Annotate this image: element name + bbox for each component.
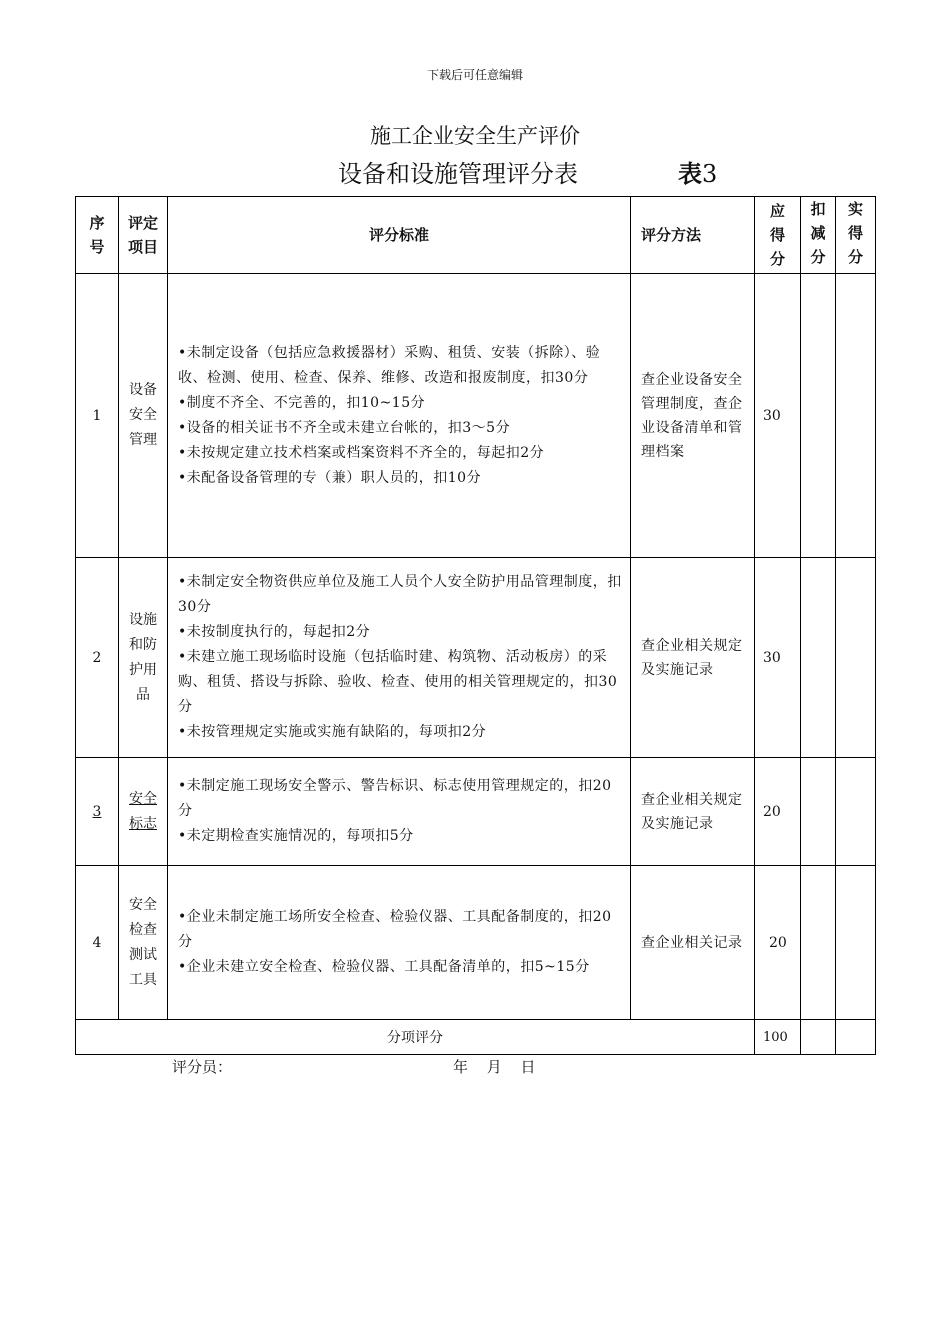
row-criteria xyxy=(168,558,631,758)
criteria-line: •未按规定建立技术档案或档案资料不齐全的，每起扣2分 xyxy=(178,444,545,461)
row-method: 查企业相关规定及实施记录 xyxy=(631,558,755,758)
row-criteria xyxy=(168,758,631,866)
row-deduct-cell[interactable] xyxy=(801,866,836,1020)
criteria-line: •企业未建立安全检查、检验仪器、工具配备清单的，扣5~15分 xyxy=(178,959,590,975)
criteria-line: •未建立施工现场临时设施（包括临时建、构筑物、活动板房）的采购、租赁、搭设与拆除、验收、检查、使用的相关管理规定的，扣30分 xyxy=(178,649,618,715)
criteria-line: •制度不齐全、不完善的，扣10~15分 xyxy=(178,394,426,411)
row-full-score: 20 xyxy=(755,758,801,866)
row-full-score: 20 xyxy=(755,866,801,1020)
table-row xyxy=(76,558,876,758)
row-actual-cell[interactable] xyxy=(836,558,876,758)
row-deduct-cell[interactable] xyxy=(801,558,836,758)
row-method: 查企业相关记录 xyxy=(631,866,755,1020)
table-row xyxy=(76,866,876,1020)
row-full-score: 30 xyxy=(755,558,801,758)
row-actual-cell[interactable] xyxy=(836,866,876,1020)
subtotal-deduct-cell[interactable] xyxy=(801,1020,836,1055)
row-method: 查企业相关规定及实施记录 xyxy=(631,758,755,866)
criteria-line: •未配备设备管理的专（兼）职人员的，扣10分 xyxy=(178,469,482,486)
row-method: 查企业设备安全管理制度，查企业设备清单和管理档案 xyxy=(631,274,755,558)
row-criteria xyxy=(168,274,631,558)
signature-footer xyxy=(172,1056,536,1077)
col-header-criteria: 评分标准 xyxy=(168,197,631,274)
criteria-line: •未制定施工现场安全警示、警告标识、标志使用管理规定的，扣20分 xyxy=(178,778,612,819)
table-row xyxy=(76,274,876,558)
row-actual-cell[interactable] xyxy=(836,274,876,558)
row-deduct-cell[interactable] xyxy=(801,758,836,866)
table-row xyxy=(76,758,876,866)
row-item: 设施和防护用品 xyxy=(119,558,168,758)
row-number: 1 xyxy=(76,274,119,558)
row-deduct-cell[interactable] xyxy=(801,274,836,558)
rater-label: 评分员： xyxy=(172,1058,233,1076)
row-full-score: 30 xyxy=(755,274,801,558)
col-header-no: 序号 xyxy=(76,197,119,274)
criteria-line: •未制定安全物资供应单位及施工人员个人安全防护用品管理制度，扣30分 xyxy=(178,574,622,615)
row-item: 安全检查测试工具 xyxy=(119,866,168,1020)
col-header-item: 评定项目 xyxy=(119,197,168,274)
subtotal-actual-cell[interactable] xyxy=(836,1020,876,1055)
col-header-full-score: 应得分 xyxy=(755,197,801,274)
criteria-line: •企业未制定施工场所安全检查、检验仪器、工具配备制度的，扣20分 xyxy=(178,909,612,950)
subtotal-label: 分项评分 xyxy=(76,1020,755,1055)
table-header-row xyxy=(76,197,876,274)
row-number: 4 xyxy=(76,866,119,1020)
row-criteria xyxy=(168,866,631,1020)
col-header-deduct: 扣减分 xyxy=(801,197,836,274)
subtotal-full-score: 100 xyxy=(755,1020,801,1055)
document-title: 施工企业安全生产评价 xyxy=(370,124,580,148)
row-actual-cell[interactable] xyxy=(836,758,876,866)
criteria-line: •未定期检查实施情况的，每项扣5分 xyxy=(178,828,414,844)
date-label: 年 月 日 xyxy=(453,1058,536,1076)
row-item: 设备安全管理 xyxy=(119,274,168,558)
col-header-actual: 实得分 xyxy=(836,197,876,274)
criteria-line: •设备的相关证书不齐全或未建立台帐的，扣3～5分 xyxy=(178,419,511,436)
criteria-line: •未按制度执行的，每起扣2分 xyxy=(178,624,371,640)
subtitle-text: 设备和设施管理评分表 xyxy=(338,160,578,188)
scoring-table xyxy=(75,196,876,1055)
col-header-method: 评分方法 xyxy=(631,197,755,274)
row-item-text: 安全标志 xyxy=(129,790,157,832)
row-item xyxy=(119,758,168,866)
criteria-line: •未制定设备（包括应急救援器材）采购、租赁、安装（拆除）、验收、检测、使用、检查、保养、维修、改造和报废制度，扣30分 xyxy=(178,344,601,386)
document-subtitle xyxy=(338,154,718,189)
row-number: 3 xyxy=(76,758,119,866)
header-note: 下载后可任意编辑 xyxy=(426,68,523,82)
table-number: 表3 xyxy=(678,160,718,188)
criteria-line: •未按管理规定实施或实施有缺陷的，每项扣2分 xyxy=(178,724,487,740)
row-number: 2 xyxy=(76,558,119,758)
subtotal-row xyxy=(76,1020,876,1055)
